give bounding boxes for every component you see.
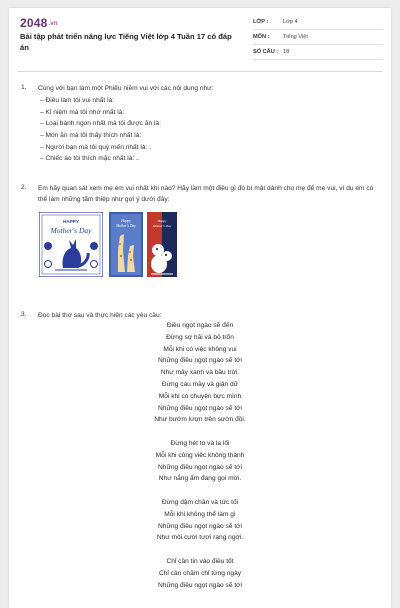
list-item: – Điều làm tôi vui nhất là: [40,97,115,104]
stanza-gap [9,426,391,438]
poem-line: Những điều ngọt ngào sẽ tới [158,463,242,471]
poem-line: Chỉ cần tin vào điều tốt [166,557,234,565]
poem-line: Như bướm lượn trên sườn đồi. [154,416,246,424]
poem-title: Điều ngọt ngào sẽ đến [166,322,234,329]
poem [9,320,391,591]
question-number: 3. [21,311,27,318]
meta-value: 18 [283,49,290,55]
poem-line: Những điều ngọt ngào sẽ tới [158,522,242,530]
stanza-gap [9,544,391,556]
meta-row-question-count [253,45,383,60]
svg-text:Mother's Day: Mother's Day [116,224,136,228]
poem-line: Đừng dậm chân và tức tối [161,498,239,506]
question-text: Em hãy quan sát xem mẹ em vui nhất khi nào? Hãy làm một điều gì đó bí mật dành cho mẹ để mẹ vui, ví dụ em có thể làm những tấm thiệp như gợi ý dưới đây: [38,185,374,203]
poem-line: Đừng hét to và la lối [170,439,230,447]
poem-line: Đừng cau mày và giận dữ [161,380,239,388]
poem-line: Như môi cười tươi rạng ngời. [156,534,244,542]
question-text: Đọc bài thơ sau và thực hiện các yêu cầu: [38,312,162,319]
worksheet-title: Bài tập phát triển năng lực Tiếng Việt lớp 4 Tuần 17 có đáp án [20,32,232,52]
meta-key: MÔN : [253,34,270,40]
poem-line: Chỉ cần chăm chỉ từng ngày [158,569,242,577]
poem-line: Những điều ngọt ngào sẽ tới [158,581,242,589]
poem-line: Mỗi khi không thể làm gì [164,510,236,518]
meta-key: SỐ CÂU : [253,49,279,55]
mothers-day-card-bears-image [147,212,177,277]
worksheet-header [9,8,391,70]
site-logo[interactable]: 2048.vn [20,16,58,30]
list-item: – Chiếc áo tôi thích mặc nhất là: .. [40,155,140,163]
list-item: – Kỉ niệm mà tôi nhớ nhất là: [40,108,125,116]
meta-row-subject [253,30,383,45]
question-text: Cùng với bạn làm một Phiếu niềm vui với các nội dung như: [38,85,214,92]
header-divider [18,71,382,72]
question-1-items [40,95,161,165]
svg-text:Mother's Day: Mother's Day [152,224,172,228]
svg-text:HAPPY: HAPPY [63,219,79,224]
poem-line: Những điều ngọt ngào sẽ tới [158,357,242,365]
svg-text:Happy: Happy [157,219,167,223]
meta-key: LỚP : [253,19,269,25]
poem-line: Những điều ngọt ngào sẽ tới [158,404,242,412]
worksheet-page [9,8,391,608]
poem-line: Đừng sợ hãi và bỏ trốn [166,333,234,341]
poem-line: Như mây xanh và bầu trời. [160,369,240,377]
mothers-day-card-fox-image [39,212,103,277]
meta-value: Lớp 4 [283,19,298,25]
list-item: – Món ăn mà tôi thấy thích nhất là: [40,132,142,140]
question-number: 1. [21,84,27,91]
stanza-gap [9,485,391,497]
svg-text:Mother's Day: Mother's Day [50,226,92,235]
question-number: 2. [21,184,27,191]
poem-line: Mỗi khi có chuyện bực mình [158,392,242,400]
poem-line: Mỗi khi công việc không thành [155,451,245,459]
list-item: – Người bạn mà tôi quý mến nhất là: . [40,143,151,151]
svg-text:Happy: Happy [121,219,131,223]
poem-line: Mỗi khi có việc không vui [163,345,237,353]
meta-value: Tiếng Việt [283,34,308,40]
mothers-day-card-giraffe-image [109,212,143,277]
poem-line: Như nắng ấm đang gọi mời. [158,475,242,483]
worksheet-meta [253,15,383,60]
meta-row-grade [253,15,383,30]
list-item: – Loại bánh ngon nhất mà tôi được ăn là: [40,120,161,128]
